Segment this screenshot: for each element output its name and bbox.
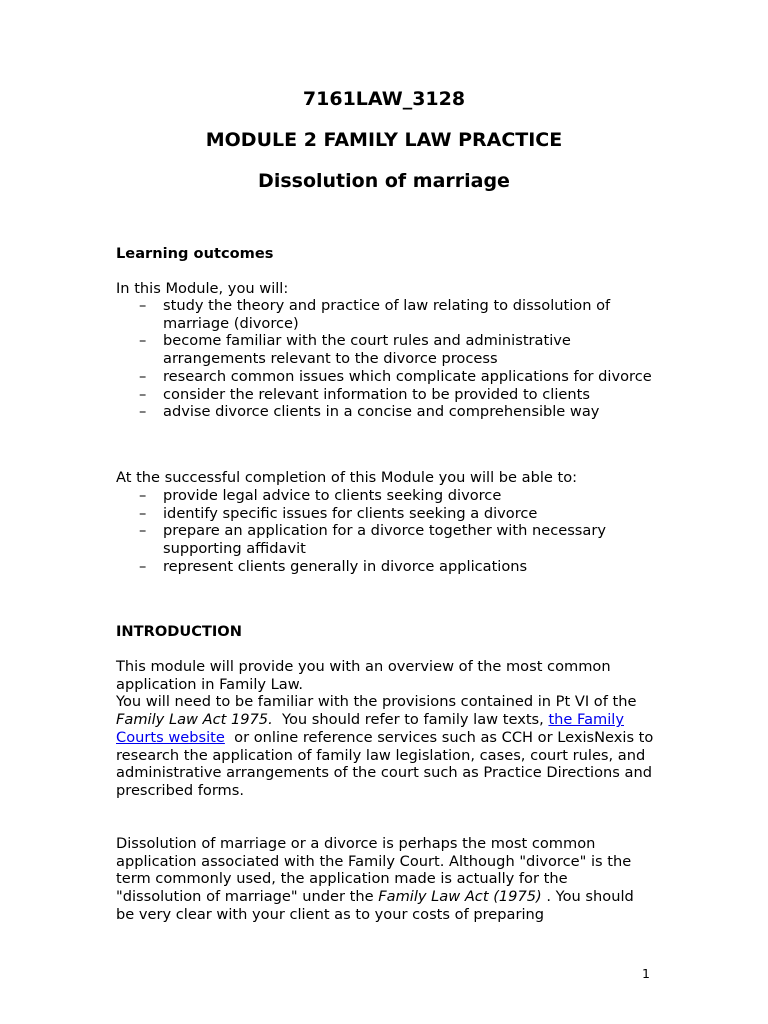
topic-title: Dissolution of marriage xyxy=(258,170,510,192)
page-number: 1 xyxy=(642,966,650,981)
paragraph-text: You will need to be familiar with the provisions contained in Pt VI of the Family Law Act 1975. You should refer to family law texts, the Family Courts website or online reference services such as CCH or LexisNexis to research the application of family law legislation, cases, court rules, and administrative arrangements of the court such as Practice Directions and prescribed forms. xyxy=(116,693,658,799)
list-item: – study the theory and practice of law relating to dissolution of marriage (divorce) xyxy=(139,297,611,332)
family-courts-website-link[interactable]: the Family Courts website xyxy=(116,711,624,746)
paragraph-text: Dissolution of marriage or a divorce is perhaps the most common application associated with the Family Court. Although "divorce" is the term commonly used, the application made is actually for the "dissolution of marriage" under the Family Law Act (1975) . You should be very clear with your client as to your costs of preparing xyxy=(116,835,634,923)
module-title: MODULE 2 FAMILY LAW PRACTICE xyxy=(205,129,563,151)
act-reference: Family Law Act 1975. xyxy=(116,711,273,729)
dash-bullet: – xyxy=(139,522,147,540)
dash-bullet: – xyxy=(139,367,147,385)
learning-outcomes-list xyxy=(116,297,656,421)
completion-intro: At the successful completion of this Module you will be able to: xyxy=(116,469,578,486)
list-item: – consider the relevant information to be provided to clients xyxy=(139,385,590,403)
introduction-heading: INTRODUCTION xyxy=(116,623,242,640)
learning-intro: In this Module, you will: xyxy=(116,280,289,297)
introduction-paragraph xyxy=(116,658,656,800)
list-item: – represent clients generally in divorce applications xyxy=(139,557,528,575)
dash-bullet: – xyxy=(139,332,147,350)
course-code: 7161LAW_3128 xyxy=(302,88,466,110)
list-item: – provide legal advice to clients seeking divorce xyxy=(139,487,502,504)
list-item: – research common issues which complicate applications for divorce xyxy=(139,367,652,385)
dash-bullet: – xyxy=(139,487,147,504)
paragraph-line: This module will provide you with an overview of the most common application in Family Law. xyxy=(116,658,611,693)
list-item: – become familiar with the court rules and administrative arrangements relevant to the divorce process xyxy=(139,332,571,368)
list-item: – prepare an application for a divorce together with necessary supporting affidavit xyxy=(139,522,606,558)
dash-bullet: – xyxy=(139,504,147,522)
learning-outcomes-heading: Learning outcomes xyxy=(116,245,274,262)
dash-bullet: – xyxy=(139,403,147,421)
dissolution-paragraph xyxy=(116,835,656,924)
list-item: – advise divorce clients in a concise and comprehensible way xyxy=(139,403,600,421)
completion-outcomes-list xyxy=(116,487,656,576)
dash-bullet: – xyxy=(139,297,147,314)
dash-bullet: – xyxy=(139,557,147,575)
dash-bullet: – xyxy=(139,385,147,403)
act-reference: Family Law Act (1975) xyxy=(378,888,542,906)
list-item: – identify specific issues for clients seeking a divorce xyxy=(139,504,538,522)
